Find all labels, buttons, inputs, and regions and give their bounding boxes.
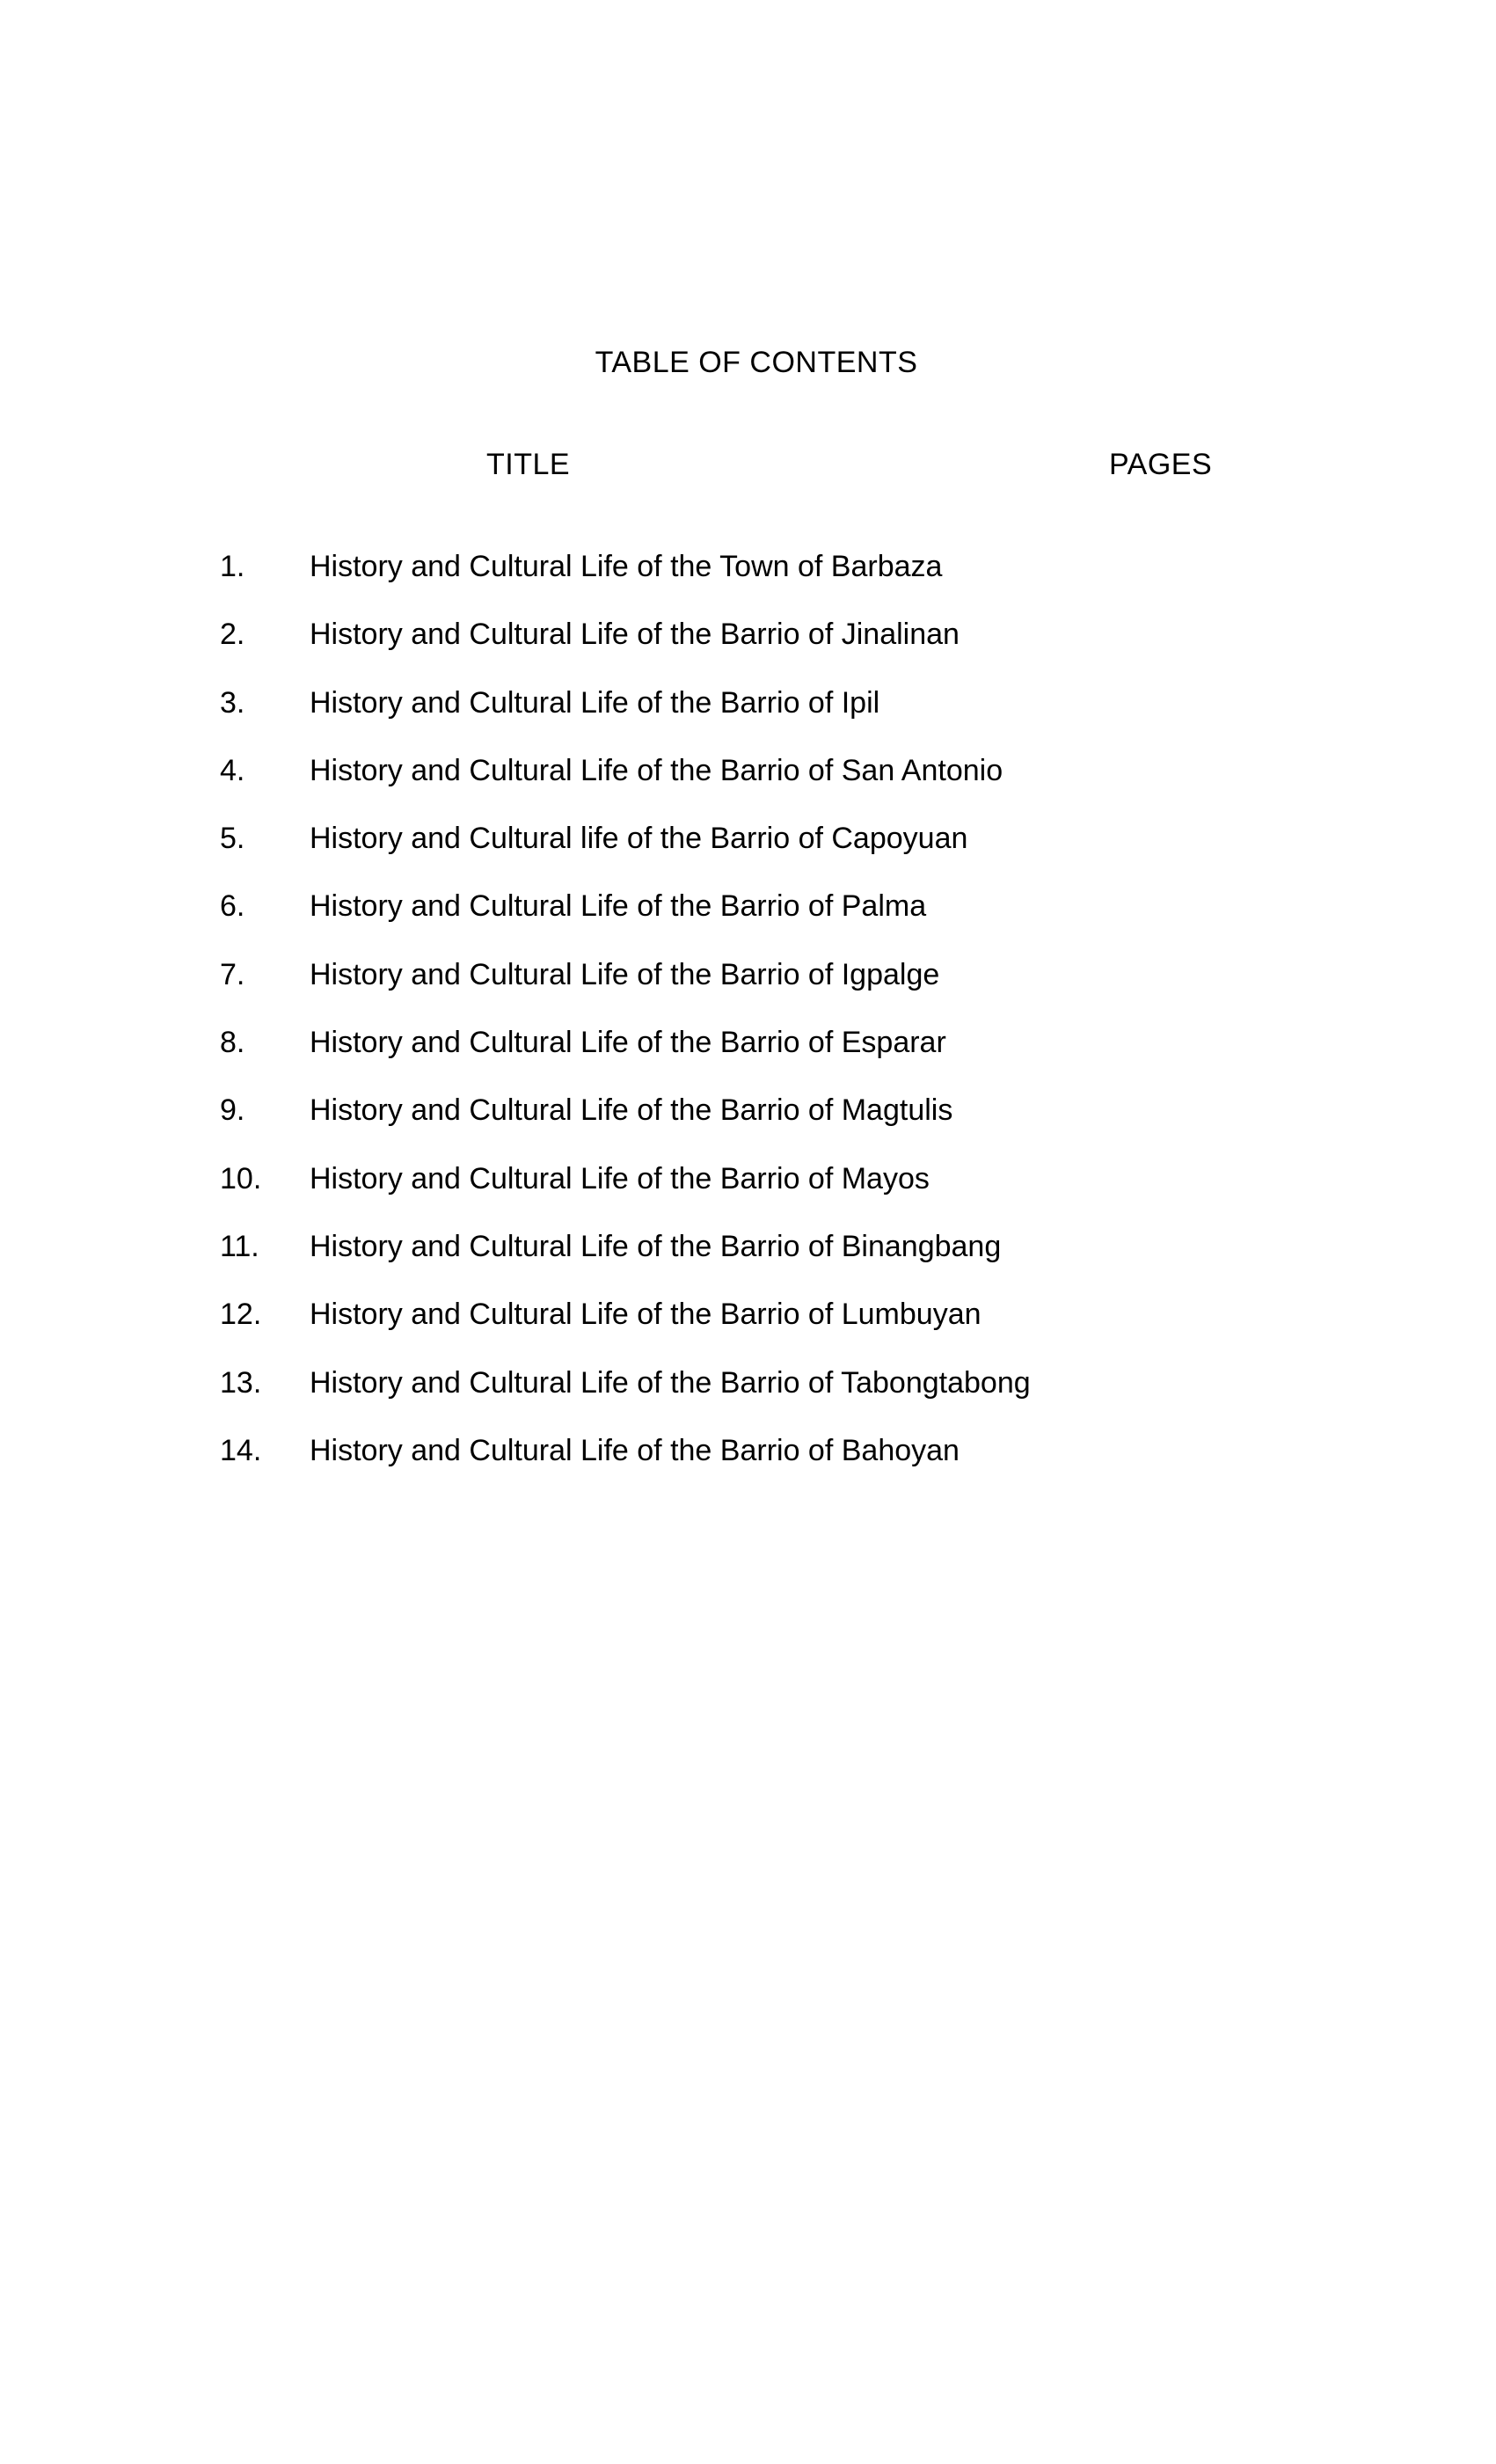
toc-entry-title: History and Cultural Life of the Barrio of Palma — [310, 889, 927, 924]
toc-entry-number: 13. — [220, 1365, 262, 1400]
toc-entry-title: History and Cultural Life of the Barrio of Jinalinan — [310, 618, 960, 652]
toc-entry-number: 12. — [220, 1298, 262, 1332]
toc-entry — [0, 685, 1496, 753]
toc-entry-title: History and Cultural Life of the Town of Barbaza — [310, 550, 943, 583]
toc-entry-number: 1. — [220, 550, 245, 583]
toc-entry-title: History and Cultural Life of the Barrio of Bahoyan — [310, 1433, 960, 1467]
toc-entry-number: 4. — [220, 753, 245, 787]
toc-entry-number: 3. — [220, 685, 245, 720]
toc-entry-title: History and Cultural Life of the Barrio of Magtulis — [310, 1093, 953, 1128]
toc-entry-number: 5. — [220, 822, 245, 856]
toc-entry-number: 6. — [220, 889, 245, 924]
toc-entry — [0, 617, 1496, 684]
toc-entry — [0, 549, 1496, 617]
toc-entry-number: 7. — [220, 957, 245, 991]
title-column-header: TITLE — [486, 448, 571, 481]
toc-entry — [0, 1433, 1496, 1501]
toc-entry-number: 9. — [220, 1093, 245, 1128]
toc-entry-title: History and Cultural Life of the Barrio of Mayos — [310, 1161, 930, 1195]
toc-entry-number: 14. — [220, 1433, 262, 1467]
toc-entry-title: History and Cultural Life of the Barrio of Tabongtabong — [310, 1365, 1031, 1400]
toc-entry — [0, 1229, 1496, 1297]
toc-entry — [0, 753, 1496, 821]
toc-entry — [0, 1025, 1496, 1093]
toc-entry — [0, 1093, 1496, 1160]
toc-entry-number: 11. — [220, 1229, 259, 1263]
toc-entry-title: History and Cultural life of the Barrio of Capoyuan — [310, 822, 968, 856]
toc-entry-number: 10. — [220, 1161, 262, 1195]
toc-entry-number: 2. — [220, 618, 245, 652]
toc-entry — [0, 1161, 1496, 1229]
toc-entry — [0, 1365, 1496, 1433]
toc-entry-title: History and Cultural Life of the Barrio of Binangbang — [310, 1229, 1002, 1263]
toc-entry-number: 8. — [220, 1026, 245, 1060]
toc-entry-title: History and Cultural Life of the Barrio of Esparar — [310, 1026, 946, 1060]
toc-entry-title: History and Cultural Life of the Barrio of San Antonio — [310, 753, 1003, 787]
toc-list — [0, 549, 1496, 1501]
page-title: TABLE OF CONTENTS — [595, 346, 918, 379]
toc-entry — [0, 888, 1496, 956]
toc-entry-title: History and Cultural Life of the Barrio of Igpalge — [310, 957, 940, 991]
toc-entry-title: History and Cultural Life of the Barrio of Ipil — [310, 685, 880, 720]
toc-entry — [0, 821, 1496, 888]
toc-entry — [0, 1297, 1496, 1364]
toc-entry — [0, 957, 1496, 1025]
toc-entry-title: History and Cultural Life of the Barrio of Lumbuyan — [310, 1298, 982, 1332]
pages-column-header: PAGES — [1109, 448, 1213, 481]
